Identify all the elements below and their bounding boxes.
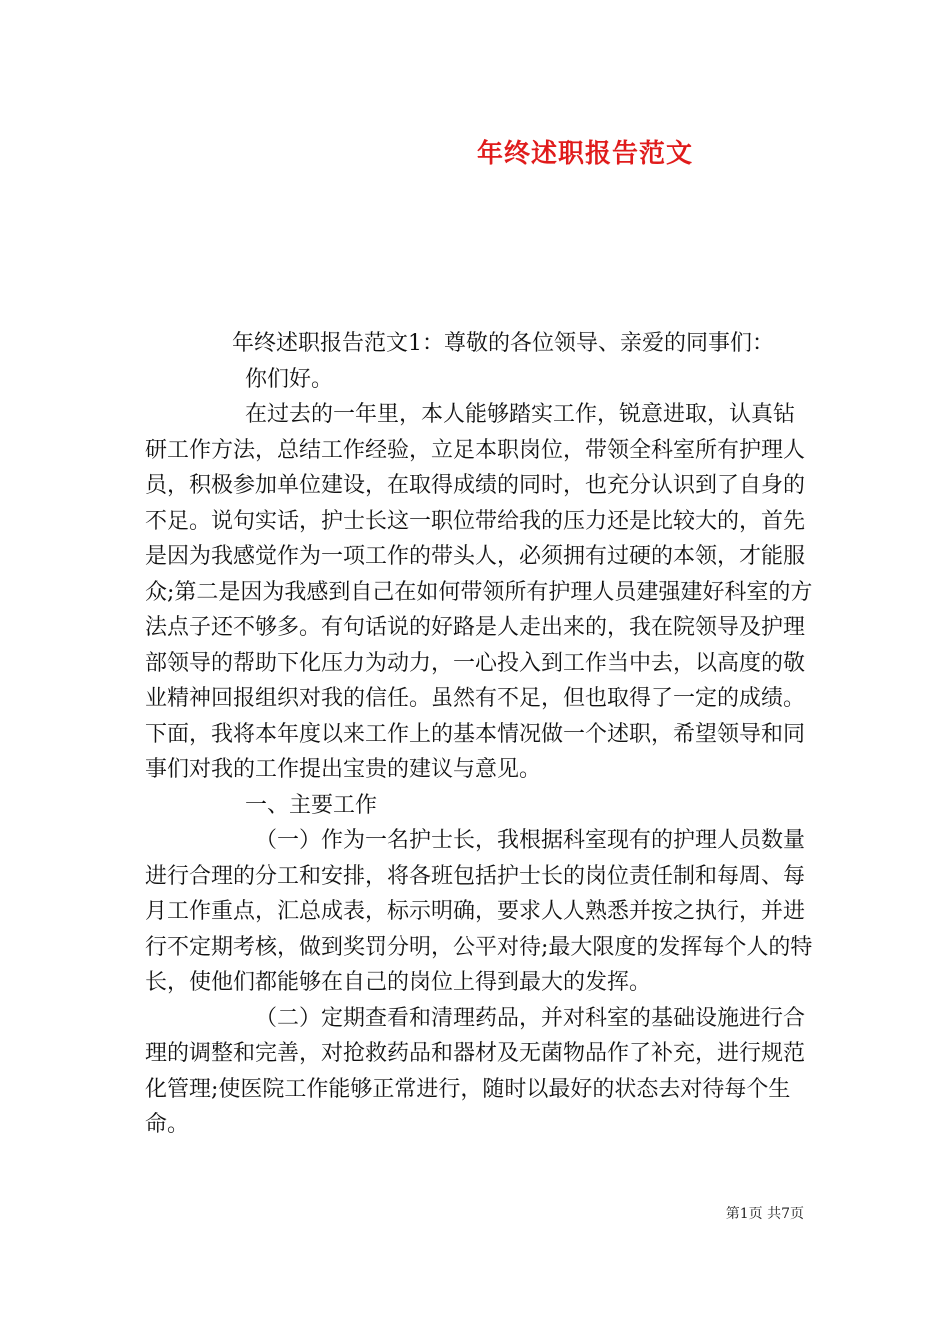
hello-line: 你们好。 [245, 366, 334, 392]
intro-paragraph: 在过去的一年里，本人能够踏实工作，锐意进取，认真钻研工作方法，总结工作经验，立足本职岗位，带领全科室所有护理人员，积极参加单位建设，在取得成绩的同时，也充分认识到了自身的不足。说句实话，护士长这一职位带给我的压力还是比较大的，首先是因为我感觉作为一项工作的带头人，必须拥有过硬的本领，才能服众;第二是因为我感到自己在如何带领所有护理人员建强建好科室的方法点子还不够多。有句话说的好路是人走出来的，我在院领导及护理部领导的帮助下化压力为动力，一心投入到工作当中去，以高度的敬业精神回报组织对我的信任。虽然有不足，但也取得了一定的成绩。下面，我将本年度以来工作上的基本情况做一个述职，希望领导和同事们对我的工作提出宝贵的建议与意见。 [145, 402, 813, 782]
section-heading: 一、主要工作 [245, 792, 378, 818]
document-title: 年终述职报告范文 [476, 139, 693, 169]
page-number-footer: 第1页 共7页 [725, 1206, 804, 1222]
document-body [145, 326, 815, 1143]
work-item-1: （一）作为一名护士长，我根据科室现有的护理人员数量进行合理的分工和安排，将各班包括护士长的岗位责任制和每周、每月工作重点，汇总成表，标示明确，要求人人熟悉并按之执行，并进行不定期考核，做到奖罚分明，公平对待;最大限度的发挥每个人的特长，使他们都能够在自己的岗位上得到最大的发挥。 [145, 828, 813, 995]
greeting-line: 年终述职报告范文1：尊敬的各位领导、亲爱的同事们： [232, 331, 774, 356]
work-item-2: （二）定期查看和清理药品，并对科室的基础设施进行合理的调整和完善，对抢救药品和器材及无菌物品作了补充，进行规范化管理;使医院工作能够正常进行，随时以最好的状态去对待每个生命。 [145, 1005, 806, 1137]
